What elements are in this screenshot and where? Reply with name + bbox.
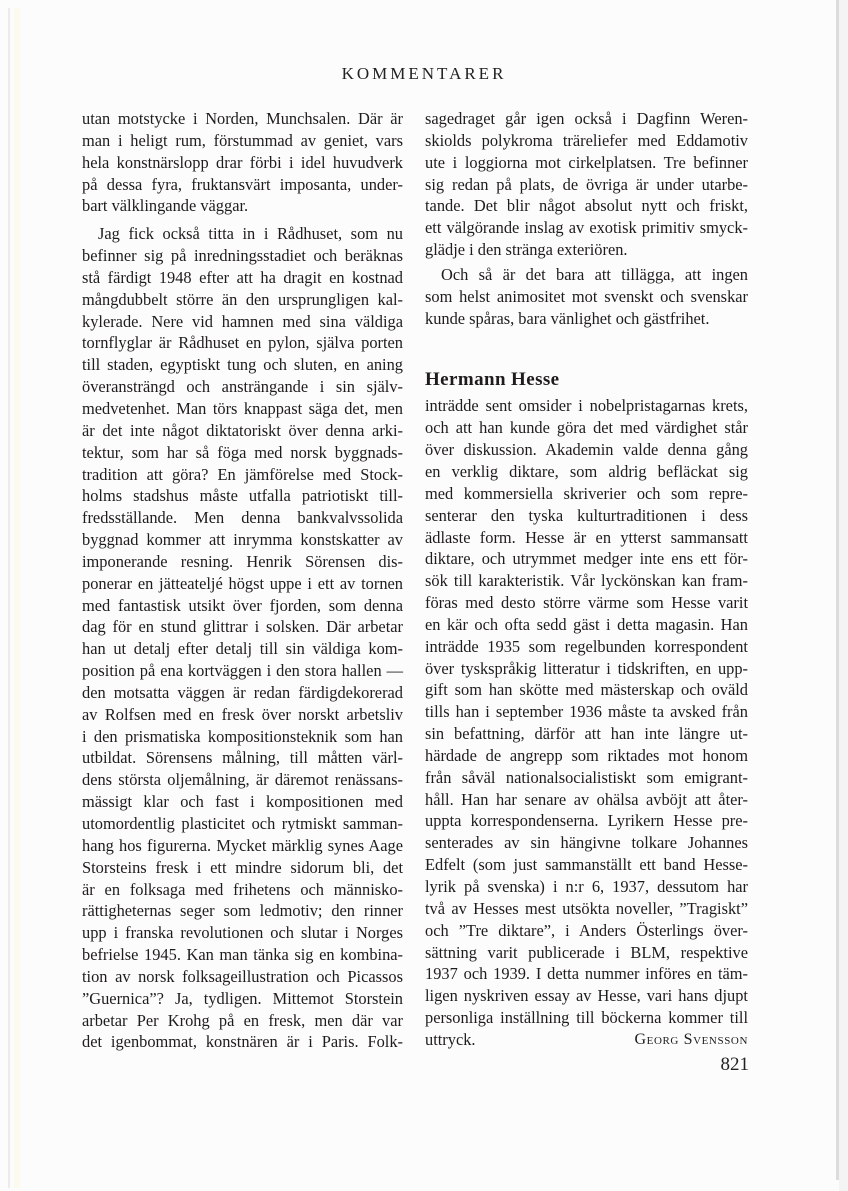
text-line: ponerar en jätteateljé högst uppe i ett av tornen [82, 573, 403, 593]
text-line: ute i loggiorna mot cirkelplatsen. Tre befinner [425, 152, 748, 172]
text-line: man i heligt rum, förstummad av geniet, vars [82, 130, 403, 150]
text-line: Storsteins fresk i ett mindre sidorum bli, det [82, 857, 403, 877]
text-line: fredsställande. Men denna bankvalvssolida [82, 508, 403, 528]
text-line: till staden, egyptiskt tung och sluten, en aning [82, 355, 403, 375]
text-line: tion av norsk folksageillustration och Picassos [82, 966, 403, 986]
text-line: rättigheternas seger som ledmotiv; den rinner [82, 901, 403, 921]
text-line: är det inte något diktatoriskt över denna arki- [82, 420, 403, 440]
text-line: föras med desto större värme som Hesse varit [425, 593, 748, 613]
text-line: imponerande resning. Henrik Sörensen dis- [82, 551, 403, 571]
text-line: ett välgörande inslag av exotisk primitiv smyck- [425, 218, 748, 238]
text-line: inträdde 1935 som regelbunden korrespondent [425, 636, 748, 656]
text-line: från såväl nationalsocialistiskt som emigrant- [425, 767, 748, 787]
text-line: håll. Han har senare av ohälsa avböjt att åter- [425, 789, 748, 809]
text-line: personliga inställning till böckerna kommer till [425, 1008, 748, 1028]
text-line: överansträngd och ansträngande i sin själv- [82, 377, 403, 397]
text-line: ädlaste form. Hesse är en ytterst sammansatt [425, 527, 748, 547]
left-column [82, 108, 403, 1053]
text-line: uppta korrespondenserna. Lyrikern Hesse pre- [425, 811, 748, 831]
text-line: befrielse 1945. Kan man tänka sig en kombina- [82, 945, 403, 965]
text-line: på dessa fyra, fruktansvärt imposanta, under- [82, 174, 403, 194]
text-line: två av Hesses mest utsökta noveller, ”Tragiskt” [425, 898, 748, 918]
text-line: inträdde sent omsider i nobelpristagarnas krets, [425, 396, 748, 416]
text-line: arbetar Per Krohg på en fresk, men där var [82, 1010, 403, 1030]
section-gap [425, 329, 748, 365]
text-line: befinner sig på inredningsstadiet och beräknas [82, 246, 403, 266]
text-line: utan motstycke i Norden, Munchsalen. Där är [82, 109, 403, 128]
text-line: dens största oljemålning, är däremot renässans- [82, 770, 403, 790]
left-paragraph-2 [82, 223, 403, 1053]
text-line: utbildat. Sörensens målning, till måtten värl- [82, 748, 403, 768]
right-paragraph-1 [425, 108, 748, 261]
text-line: sök till karakteristik. Vår lyckönskan kan fram- [425, 571, 748, 591]
text-line: glädje i den stränga exteriören. [425, 240, 628, 260]
page-number: 821 [720, 1054, 749, 1075]
text-line: tektur, som har så föga med norsk byggnads- [82, 442, 403, 462]
text-line: sättning varit publicerade i BLM, respektive [425, 942, 748, 962]
running-head: KOMMENTARER [341, 64, 507, 83]
text-line: mässigt klar och fast i kompositionen med [82, 792, 403, 812]
signature-line [425, 1029, 748, 1051]
text-line: stå färdigt 1948 efter att ha dragit en kostnad [82, 267, 403, 287]
text-line: ligen nyskriven essay av Hesse, vari hans djupt [425, 986, 748, 1006]
page-edge-left [8, 8, 10, 1188]
text-line: senterades av sin hängivne tolkare Johannes [425, 833, 748, 853]
text-line: upp i franska revolutionen och slutar i Norges [82, 923, 403, 943]
text-line: skiolds polykroma träreliefer med Eddamotiv [425, 130, 748, 150]
hesse-section [425, 365, 748, 1050]
left-paragraph-1 [82, 108, 403, 217]
text-line: 1937 och 1939. I detta nummer införes en täm- [425, 964, 748, 984]
text-line: i den prismatiska kompositionsteknik som han [82, 726, 403, 746]
text-line: och ”Tre diktare”, i Anders Österlings över- [425, 920, 748, 940]
text-line: bart välklingande väggar. [82, 196, 249, 216]
text-line: sin befattning, därför att han inte längre ut- [425, 724, 748, 744]
right-column [425, 108, 748, 1051]
page-edge-left-shadow [14, 8, 20, 1188]
text-line: en kär och ofta sedd gäst i detta magasin. Han [425, 614, 748, 634]
text-line: senterar den tyska kulturtraditionen i dess [425, 505, 748, 525]
text-line: tande. Det blir något absolut nytt och friskt, [425, 196, 748, 216]
author-signature: Georg Svensson [634, 1030, 748, 1048]
text-line: är en folksaga med frihetens och människo- [82, 879, 403, 899]
text-line: utomordentlig plasticitet och rytmiskt samman- [82, 814, 403, 833]
text-line: av Rolfsen med en fresk över norskt arbetsliv [82, 704, 403, 724]
text-line: diktare, och utrymmet medger inte ens ett för- [425, 549, 748, 569]
text-line: ”Guernica”? Ja, tydligen. Mittemot Storstein [82, 988, 403, 1008]
text-line: Jag fick också titta in i Rådhuset, som nu [98, 224, 403, 244]
text-line: en verklig diktare, som aldrig befläckat sig [425, 461, 748, 481]
text-line: som helst animositet mot svenskt och svenskar [425, 286, 748, 306]
text-line: det igenbommat, konstnären är i Paris. Folk- [82, 1032, 403, 1052]
text-line: uttryck. [425, 1029, 476, 1049]
text-line: sig redan på plats, de övriga är under utarbe- [425, 174, 748, 194]
text-line: mångdubbelt större än den ursprungligen kal- [82, 289, 403, 309]
text-line: tills han i september 1936 måste ta avsked från [425, 702, 748, 722]
text-line: tornflyglar är Rådhuset en pylon, själva porten [82, 333, 403, 353]
text-line: medvetenhet. Man törs knappast säga det, men [82, 398, 403, 418]
text-line: den motsatta väggen är redan färdigdekorerad [82, 682, 403, 702]
page-edge-right-margin [839, 0, 848, 1191]
text-line: byggnad kommer att inrymma konstskatter av [82, 530, 403, 550]
text-line: Edfelt (som just sammanställt ett band Hesse- [425, 855, 748, 875]
text-line: han ut detalj efter detalj till sin väldiga kom- [82, 639, 403, 659]
text-line: kylerade. Nere vid hamnen med sina väldiga [82, 311, 403, 331]
text-line: hang hos figurerna. Mycket märklig synes Aage [82, 835, 403, 855]
section-heading: Hermann Hesse [425, 369, 560, 391]
text-line: dag för en stund glittrar i solsken. Där arbetar [82, 617, 403, 637]
text-line: hela konstnärslopp drar förbi i idel huvudverk [82, 152, 403, 172]
text-line: med fantastisk utsikt över fjorden, som denna [82, 595, 403, 615]
text-line: gift som han skötte med mästerskap och oväld [425, 680, 748, 700]
text-line: lyrik på svenska) i n:r 6, 1937, dessutom har [425, 877, 748, 896]
text-line: över tyskspråkig litteratur i tidskriften, en upp- [425, 658, 748, 678]
text-line: position på ena kortväggen i den stora hallen — [82, 661, 403, 681]
right-paragraph-2 [425, 264, 748, 330]
text-line: och att han kunde göra det med värdighet står [425, 418, 748, 438]
text-line: Och så är det bara att tillägga, att ingen [441, 264, 748, 284]
text-line: sagedraget går igen också i Dagfinn Weren- [425, 109, 748, 128]
text-line: tradition att göra? En jämförelse med Stock- [82, 464, 403, 484]
text-line: kunde spåras, bara vänlighet och gästfrihet. [425, 308, 710, 328]
text-line: härdade de angrepp som riktades mot honom [425, 745, 748, 765]
text-line: över diskussion. Akademin valde denna gång [425, 440, 748, 460]
text-line: holms stadshus måste utfalla patriotiskt till- [82, 486, 403, 506]
text-line: med kommersiella skriverier och som repre- [425, 483, 748, 503]
